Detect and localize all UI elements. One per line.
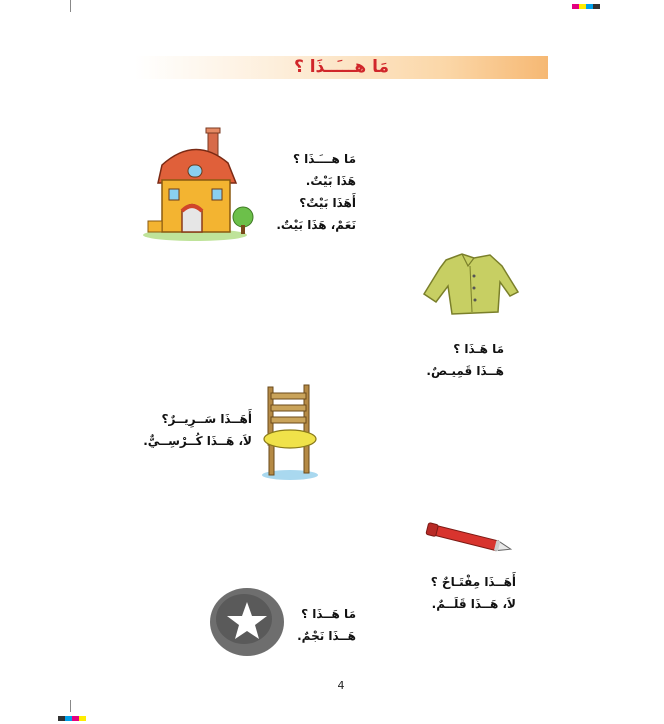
page-number: 4: [337, 679, 345, 692]
house-illustration: [140, 125, 255, 243]
star-line-1: مَا هَــذَا ؟: [301, 607, 356, 621]
house-line-2: هَذَا بَيْتٌ.: [305, 174, 356, 188]
chair-line-1: أَهَــذَا سَــرِيــرٌ؟: [161, 412, 252, 426]
crop-mark-top: [70, 0, 71, 12]
shirt-dialog: [424, 338, 504, 382]
star-dialog: [288, 603, 356, 647]
pen-line-2: لاَ، هَــذَا قَلَــمٌ.: [431, 597, 516, 611]
house-line-3: أَهَذَا بَيْتٌ؟: [299, 196, 356, 210]
house-line-4: نَعَمْ، هَذَا بَيْتٌ.: [276, 218, 356, 232]
pen-illustration: [422, 522, 518, 556]
star-line-2: هَــذَا نَجْمٌ.: [297, 629, 356, 643]
house-dialog: [262, 148, 356, 236]
pen-dialog: [418, 571, 516, 615]
shirt-illustration: [418, 252, 522, 318]
shirt-line-2: هَــذَا قَمِيـصٌ.: [426, 364, 504, 378]
chair-dialog: [138, 408, 252, 452]
shirt-line-1: مَا هَـذَا ؟: [453, 342, 504, 356]
star-illustration: [208, 586, 286, 658]
chair-illustration: [260, 383, 326, 483]
crop-mark-bottom: [70, 700, 71, 712]
title-band: [135, 56, 548, 79]
house-line-1: مَا هـــَـذَا ؟: [292, 152, 356, 166]
registration-mark-bottom-left: [58, 716, 86, 721]
registration-mark-top-right: [572, 4, 600, 9]
pen-line-1: أَهَــذَا مِفْتَـاحٌ ؟: [430, 575, 516, 589]
chair-line-2: لاَ، هَــذَا كُــرْسِــيٌّ.: [143, 434, 252, 448]
page-title: مَا هـــَــذَا ؟: [293, 57, 390, 77]
